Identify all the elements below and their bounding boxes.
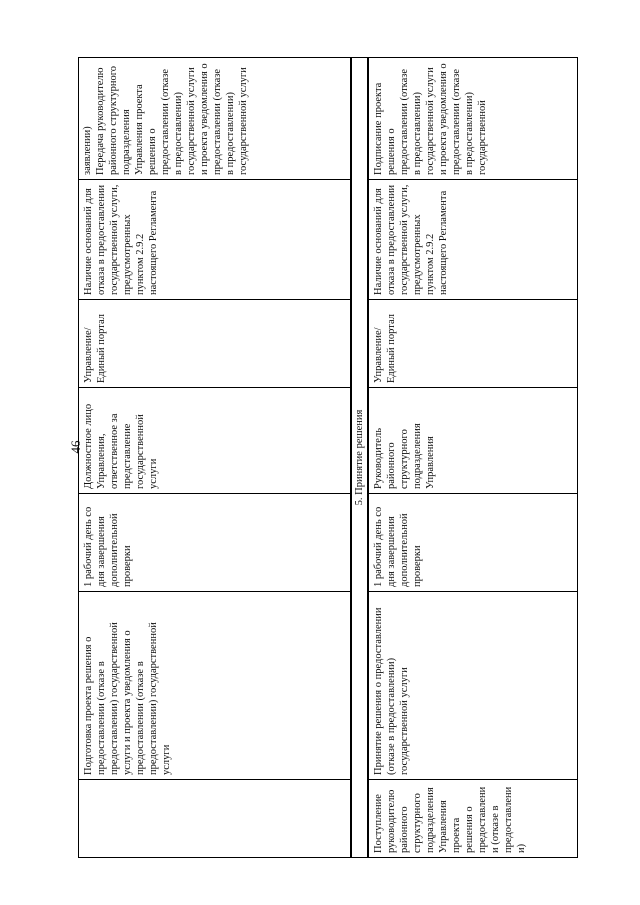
rotated-table-container	[78, 58, 578, 858]
section-title: 5. Принятие решения	[351, 58, 368, 858]
table-cell-basis-empty	[79, 780, 351, 858]
table-cell-criteria: Наличие оснований для отказа в предоставлении государственной услуги, предусмотренных пунктом 2.9.2 настоящего Регламента	[79, 180, 351, 300]
table-cell-deadline: 1 рабочий день со дня завершения дополнительной проверки	[79, 494, 351, 592]
table-row-preparation	[79, 58, 351, 858]
table-cell-action: Подготовка проекта решения о предоставлении (отказе в предоставлении) государственной услуги и проекта уведомления о предоставлении (отказе в предоставлении) государственной услуги	[79, 592, 351, 780]
table-cell-basis: Поступление руководителю районного структурного подразделения Управления проекта решения о предоставлении (отказе в предоставлении)	[368, 780, 578, 858]
table-row-decision	[368, 58, 578, 858]
table-cell-result: Подписание проекта решения о предоставлении (отказе в предоставлении) государственной услуги и проекта уведомления о предоставлении (отказе в предоставлении) государственной	[368, 58, 578, 180]
table-cell-criteria: Наличие оснований для отказа в предоставлении государственной услуги, предусмотренных пунктом 2.9.2 настоящего Регламента	[368, 180, 578, 300]
table-cell-result: заявлении) Передача руководителю районного структурного подразделения Управления проекта решения о предоставлении (отказе в предоставлении) государственной услуги и проекта уведомления о предоставлении (отказе в предоставлении) государственной услуги	[79, 58, 351, 180]
table-cell-deadline: 1 рабочий день со дня завершения дополнительной проверки	[368, 494, 578, 592]
table-cell-action: Принятие решения о предоставлении (отказе в предоставлении) государственной услуги	[368, 592, 578, 780]
table-cell-place: Управление/ Единый портал	[368, 300, 578, 388]
table-cell-responsible: Должностное лицо Управления, ответственное за представление государственной услуги	[79, 388, 351, 494]
procedure-table	[78, 57, 578, 858]
table-cell-place: Управление/ Единый портал	[79, 300, 351, 388]
page-number: 46	[68, 440, 83, 454]
table-cell-responsible: Руководитель районного структурного подразделения Управления	[368, 388, 578, 494]
section-header-row	[351, 58, 368, 858]
